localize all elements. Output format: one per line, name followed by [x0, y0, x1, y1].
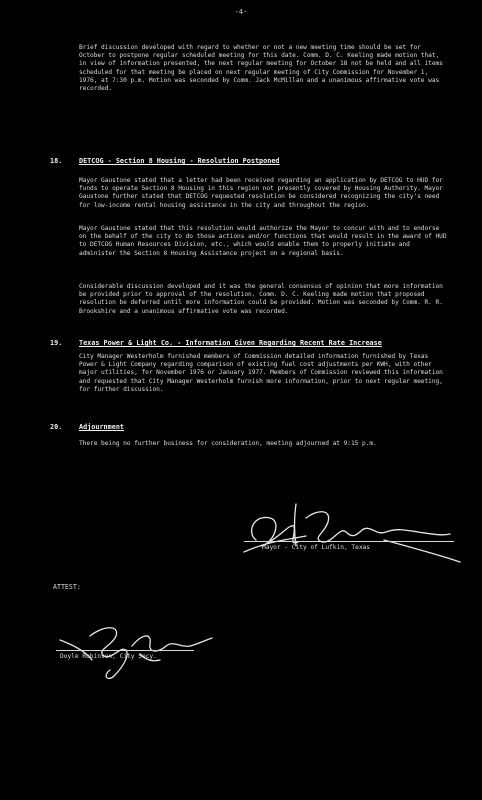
attest-label: ATTEST: — [53, 583, 81, 591]
item-number: 18. — [50, 157, 63, 165]
item-18-paragraph-3: Considerable discussion developed and it was the general consensus of opinion that more information be provided prior to approval of the resolution. Comm. D. C. Keeling made motion that proposed resolution be deferred until more information could be provided. Motion was seconded by Comm. R. R. Brookshire and a unanimous affirmative vote was recorded. — [79, 283, 447, 315]
agenda-item-19 — [50, 339, 450, 349]
secretary-caption: Doyle Robinson, City Secy. — [60, 653, 157, 660]
item-20-paragraph-1: There being no further business for consideration, meeting adjourned at 9:15 p.m. — [79, 440, 377, 447]
item-19-paragraph-1: City Manager Westerholm furnished members of Commission detailed information furnished by Texas Power & Light Company regarding comparison of existing fuel cost adjustments per KWH, with other major utilities, for November 1976 or January 1977. Members of Commission reviewed this information and requested that City Manager Westerholm furnish more information, prior to next regular meeting, for further discussion. — [79, 353, 447, 393]
page-number: -4- — [234, 8, 248, 16]
item-heading: Adjournment — [79, 423, 125, 431]
mayor-signature-line — [244, 541, 454, 542]
item-number: 19. — [50, 339, 63, 347]
secretary-signature — [56, 616, 216, 686]
opening-paragraph: Brief discussion developed with regard to whether or not a new meeting time should be set for October to postpone regular scheduled meeting for this date. Comm. D. C. Keeling made motion that, in view of information presented, the next regular meeting for October 18 not be held and all items scheduled for that meeting be placed on next regular meeting of City Commission for November 1, 1976, at 7:30 p.m. Motion was seconded by Comm. Jack McMillan and a unanimous affirmative vote was recorded. — [79, 44, 447, 93]
mayor-caption: Mayor - City of Lufkin, Texas — [262, 544, 371, 551]
item-18-paragraph-1: Mayor Gaustone stated that a letter had been received regarding an application by DETCOG to HUD for funds to operate Section 8 Housing in this region not presently covered by Housing Authority. Mayor Gaustone further stated that DETCOG requested resolution be considered recognizing the city's need for low-income rental housing assistance in the city and throughout the region. — [79, 177, 447, 209]
mayor-signature — [236, 496, 466, 566]
item-heading: DETCOG - Section 8 Housing - Resolution Postponed — [79, 157, 280, 165]
agenda-item-20 — [50, 423, 450, 433]
agenda-item-18 — [50, 157, 450, 167]
secretary-signature-line — [56, 650, 194, 651]
item-number: 20. — [50, 423, 63, 431]
item-18-paragraph-2: Mayor Gaustone stated that this resolution would authorize the Mayor to concur with and to endorse on the behalf of the city to do those actions and/or functions that would result in the award of HUD to DETCOG Human Resources Division, etc., which would enable them to properly initiate and administer the Section 8 Housing Assistance project on a regional basis. — [79, 225, 451, 257]
item-heading: Texas Power & Light Co. - Information Given Regarding Recent Rate Increase — [79, 339, 382, 347]
